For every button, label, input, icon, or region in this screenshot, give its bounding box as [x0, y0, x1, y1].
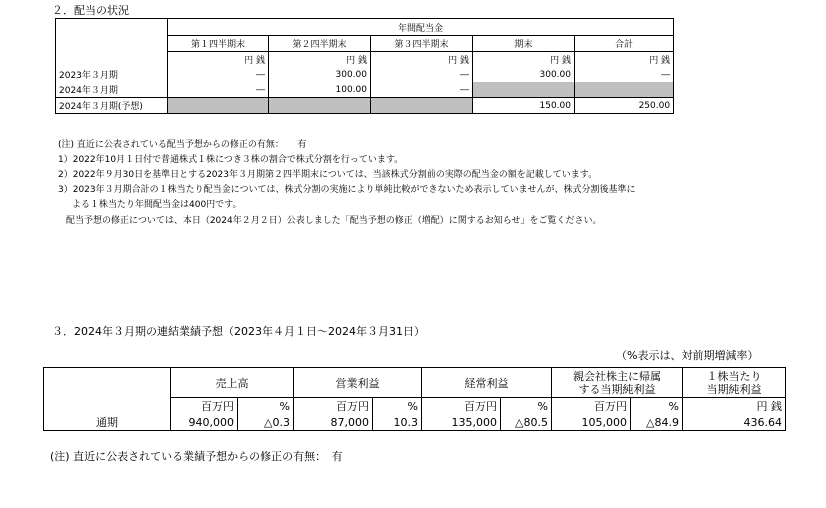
- corner-cell: [44, 368, 171, 398]
- row-label: 2024年３月期(予想): [56, 98, 168, 114]
- shaded-cell: [269, 98, 371, 114]
- shaded-cell: [575, 82, 674, 98]
- row-label: 2024年３月期: [56, 82, 168, 98]
- row-label: 2023年３月期: [56, 67, 168, 82]
- forecast-note: (注) 直近に公表されている業績予想からの修正の有無： 有: [50, 450, 343, 463]
- dividend-table: [55, 18, 674, 114]
- unit-label: 円 銭: [683, 398, 786, 415]
- col-header: 第１四半期末: [168, 36, 269, 52]
- unit-label: 百万円: [171, 398, 238, 415]
- unit-label: %: [373, 398, 422, 415]
- shaded-cell: [473, 82, 575, 98]
- col-header: 経常利益: [422, 368, 552, 398]
- unit-label: %: [238, 398, 294, 415]
- dividend-note: よる１株当たり年間配当金は400円です。: [72, 200, 242, 210]
- unit-label: 百万円: [552, 398, 631, 415]
- table-row: 2024年３月期(予想) 150.00 250.00: [56, 98, 674, 114]
- dividend-note: 配当予想の修正については、本日（2024年２月２日）公表しました「配当予想の修正（増配）に関するお知らせ」をご覧ください。: [66, 216, 602, 226]
- section2-title: ２．配当の状況: [52, 4, 129, 17]
- col-header: １株当たり 当期純利益: [683, 368, 786, 398]
- col-header: 営業利益: [294, 368, 422, 398]
- table-row: 2024年３月期 ― 100.00 ―: [56, 82, 674, 98]
- dividend-note: (注) 直近に公表されている配当予想からの修正の有無： 有: [58, 140, 307, 150]
- shaded-cell: [371, 98, 473, 114]
- shaded-cell: [168, 98, 269, 114]
- section3-title: ３．2024年３月期の連結業績予想（2023年４月１日～2024年３月31日）: [52, 325, 425, 338]
- col-header: 期末: [473, 36, 575, 52]
- unit-label: 円 銭: [575, 52, 674, 68]
- corner-cell: [56, 19, 168, 36]
- pct-note: （%表示は、対前期増減率）: [616, 349, 759, 362]
- col-header: 売上高: [171, 368, 294, 398]
- unit-label: 円 銭: [473, 52, 575, 68]
- dividend-note: 2）2022年９月30日を基準日とする2023年３月期第２四半期末については、当該株式分割前の実際の配当金の額を記載しています。: [58, 170, 598, 180]
- unit-label: 円 銭: [269, 52, 371, 68]
- col-header: 親会社株主に帰属 する当期純利益: [552, 368, 683, 398]
- row-label: 通期: [44, 414, 171, 431]
- col-header: 第３四半期末: [371, 36, 473, 52]
- unit-label: 円 銭: [168, 52, 269, 68]
- col-header: 第２四半期末: [269, 36, 371, 52]
- dividend-note: 1）2022年10月１日付で普通株式１株につき３株の割合で株式分割を行っています。: [58, 155, 404, 165]
- table-row: 2023年３月期 ― 300.00 ― 300.00 ―: [56, 67, 674, 82]
- unit-label: %: [631, 398, 683, 415]
- group-header: 年間配当金: [168, 19, 674, 36]
- col-header: 合計: [575, 36, 674, 52]
- unit-label: 百万円: [294, 398, 373, 415]
- table-row: 通期 940,000 △0.3 87,000 10.3 135,000 △80.5 105,000 △84.9 436.64: [44, 414, 786, 431]
- unit-label: 百万円: [422, 398, 501, 415]
- forecast-table: [43, 367, 786, 431]
- unit-label: %: [501, 398, 552, 415]
- unit-label: 円 銭: [371, 52, 473, 68]
- dividend-note: 3）2023年３月期合計の１株当たり配当金については、株式分割の実施により単純比較ができないため表示していませんが、株式分割後基準に: [58, 185, 636, 195]
